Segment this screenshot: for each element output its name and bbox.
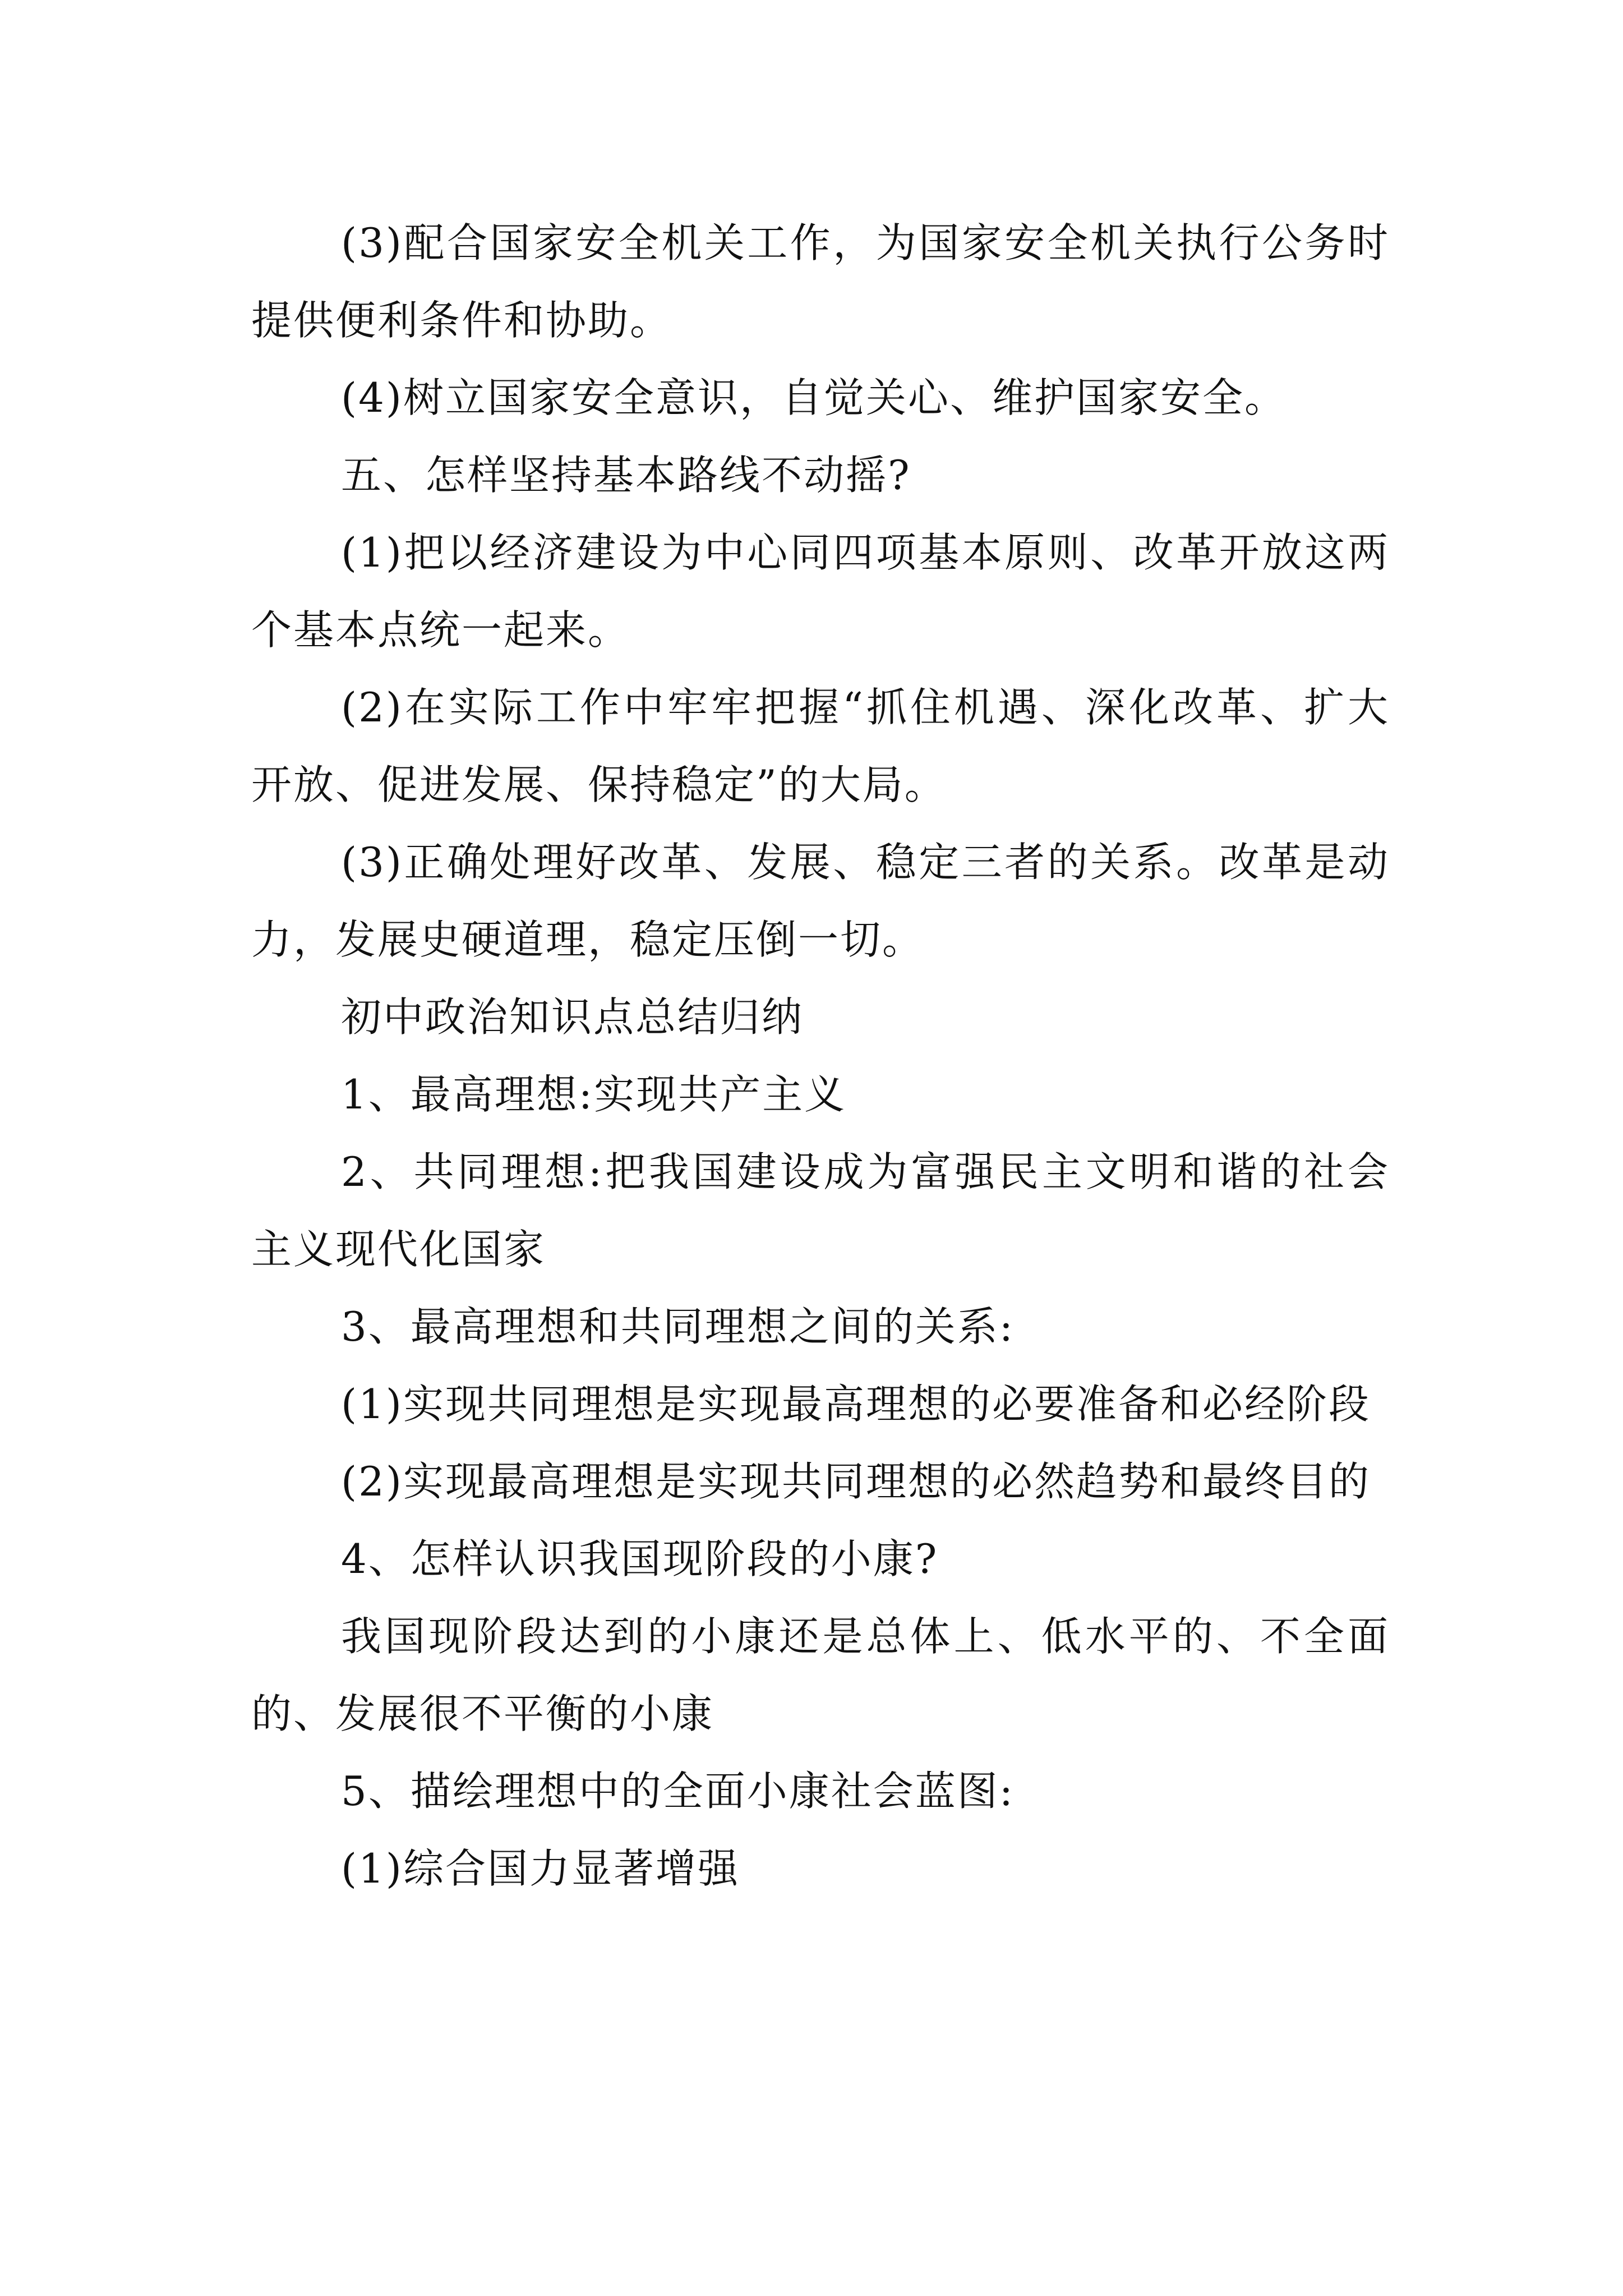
paragraph-security-cooperation: (3)配合国家安全机关工作，为国家安全机关执行公务时提供便利条件和协助。: [251, 219, 1390, 344]
paragraph-relationship-1: (1)实现共同理想是实现最高理想的必要准备和必经阶段: [341, 1381, 1371, 1428]
paragraph-common-ideal: 2、共同理想:把我国建设成为富强民主文明和谐的社会主义现代化国家: [251, 1148, 1390, 1273]
paragraph-basic-line-1: (1)把以经济建设为中心同四项基本原则、改革开放这两个基本点统一起来。: [251, 529, 1390, 654]
section-heading-summary: 初中政治知识点总结归纳: [341, 993, 804, 1041]
paragraph-highest-ideal: 1、最高理想:实现共产主义: [341, 1071, 847, 1118]
paragraph-xiaokang-answer: 我国现阶段达到的小康还是总体上、低水平的、不全面的、发展很不平衡的小康: [251, 1613, 1390, 1737]
paragraph-security-awareness: (4)树立国家安全意识，自觉关心、维护国家安全。: [341, 374, 1287, 421]
section-heading-basic-line: 五、怎样坚持基本路线不动摇?: [341, 452, 911, 499]
document-body: [251, 204, 1390, 1907]
paragraph-blueprint-1: (1)综合国力显著增强: [341, 1845, 740, 1892]
paragraph-xiaokang-question: 4、怎样认识我国现阶段的小康?: [341, 1535, 939, 1582]
paragraph-ideals-relationship: 3、最高理想和共同理想之间的关系:: [341, 1303, 1015, 1350]
paragraph-basic-line-2: (2)在实际工作中牢牢把握“抓住机遇、深化改革、扩大开放、促进发展、保持稳定”的大局。: [251, 684, 1390, 808]
paragraph-blueprint-heading: 5、描绘理想中的全面小康社会蓝图:: [341, 1768, 1015, 1815]
paragraph-relationship-2: (2)实现最高理想是实现共同理想的必然趋势和最终目的: [341, 1458, 1371, 1505]
paragraph-basic-line-3: (3)正确处理好改革、发展、稳定三者的关系。改革是动力，发展史硬道理，稳定压倒一切。: [251, 839, 1390, 963]
